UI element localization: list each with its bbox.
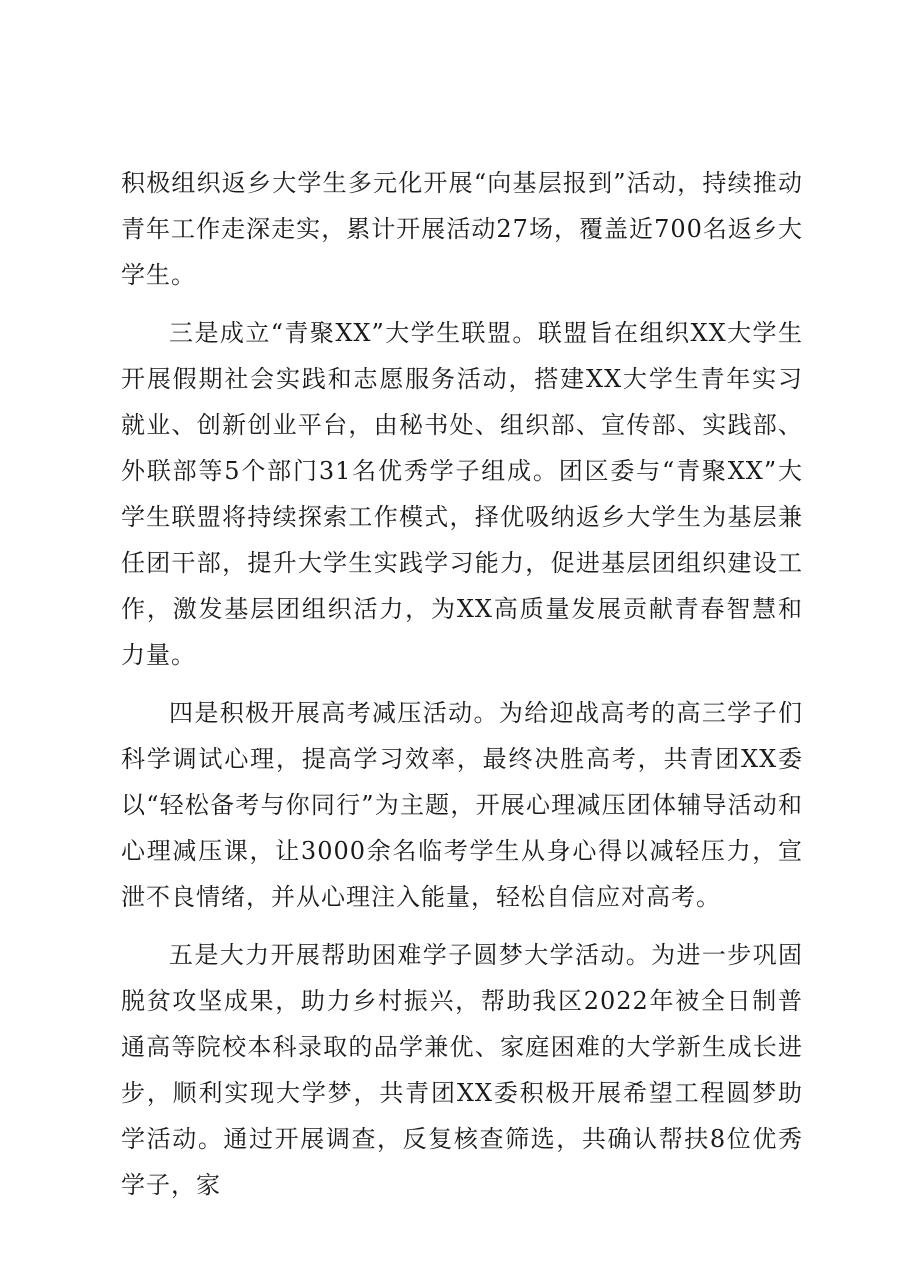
paragraph-exam-stress-relief: 四是积极开展高考减压活动。为给迎战高考的高三学子们科学调试心理，提高学习效率，最终决胜高考，共青团XX委以“轻松备考与你同行”为主题，开展心理减压团体辅导活动和心理减压课，让3000余名临考学生从身心得以减轻压力，宣泄不良情绪，并从心理注入能量，轻松自信应对高考。 [121,699,803,911]
paragraph-student-aid: 五是大力开展帮助困难学子圆梦大学活动。为进一步巩固脱贫攻坚成果，助力乡村振兴，帮助我区2022年被全日制普通高等院校本科录取的品学兼优、家庭困难的大学新生成长进步，顺利实现大学梦，共青团XX委积极开展希望工程圆梦助学活动。通过开展调查，反复核查筛选，共确认帮扶8位优秀学子，家 [121,941,803,1199]
paragraph-continuation: 积极组织返乡大学生多元化开展“向基层报到”活动，持续推动青年工作走深走实，累计开展活动27场，覆盖近700名返乡大学生。 [121,169,803,289]
document-body [121,160,803,1220]
paragraph-youth-alliance: 三是成立“青聚XX”大学生联盟。联盟旨在组织XX大学生开展假期社会实践和志愿服务活动，搭建XX大学生青年实习就业、创新创业平台，由秘书处、组织部、宣传部、实践部、外联部等5个部门31名优秀学子组成。团区委与“青聚XX”大学生联盟将持续探索工作模式，择优吸纳返乡大学生为基层兼任团干部，提升大学生实践学习能力，促进基层团组织建设工作，激发基层团组织活力，为XX高质量发展贡献青春智慧和力量。 [121,319,803,669]
